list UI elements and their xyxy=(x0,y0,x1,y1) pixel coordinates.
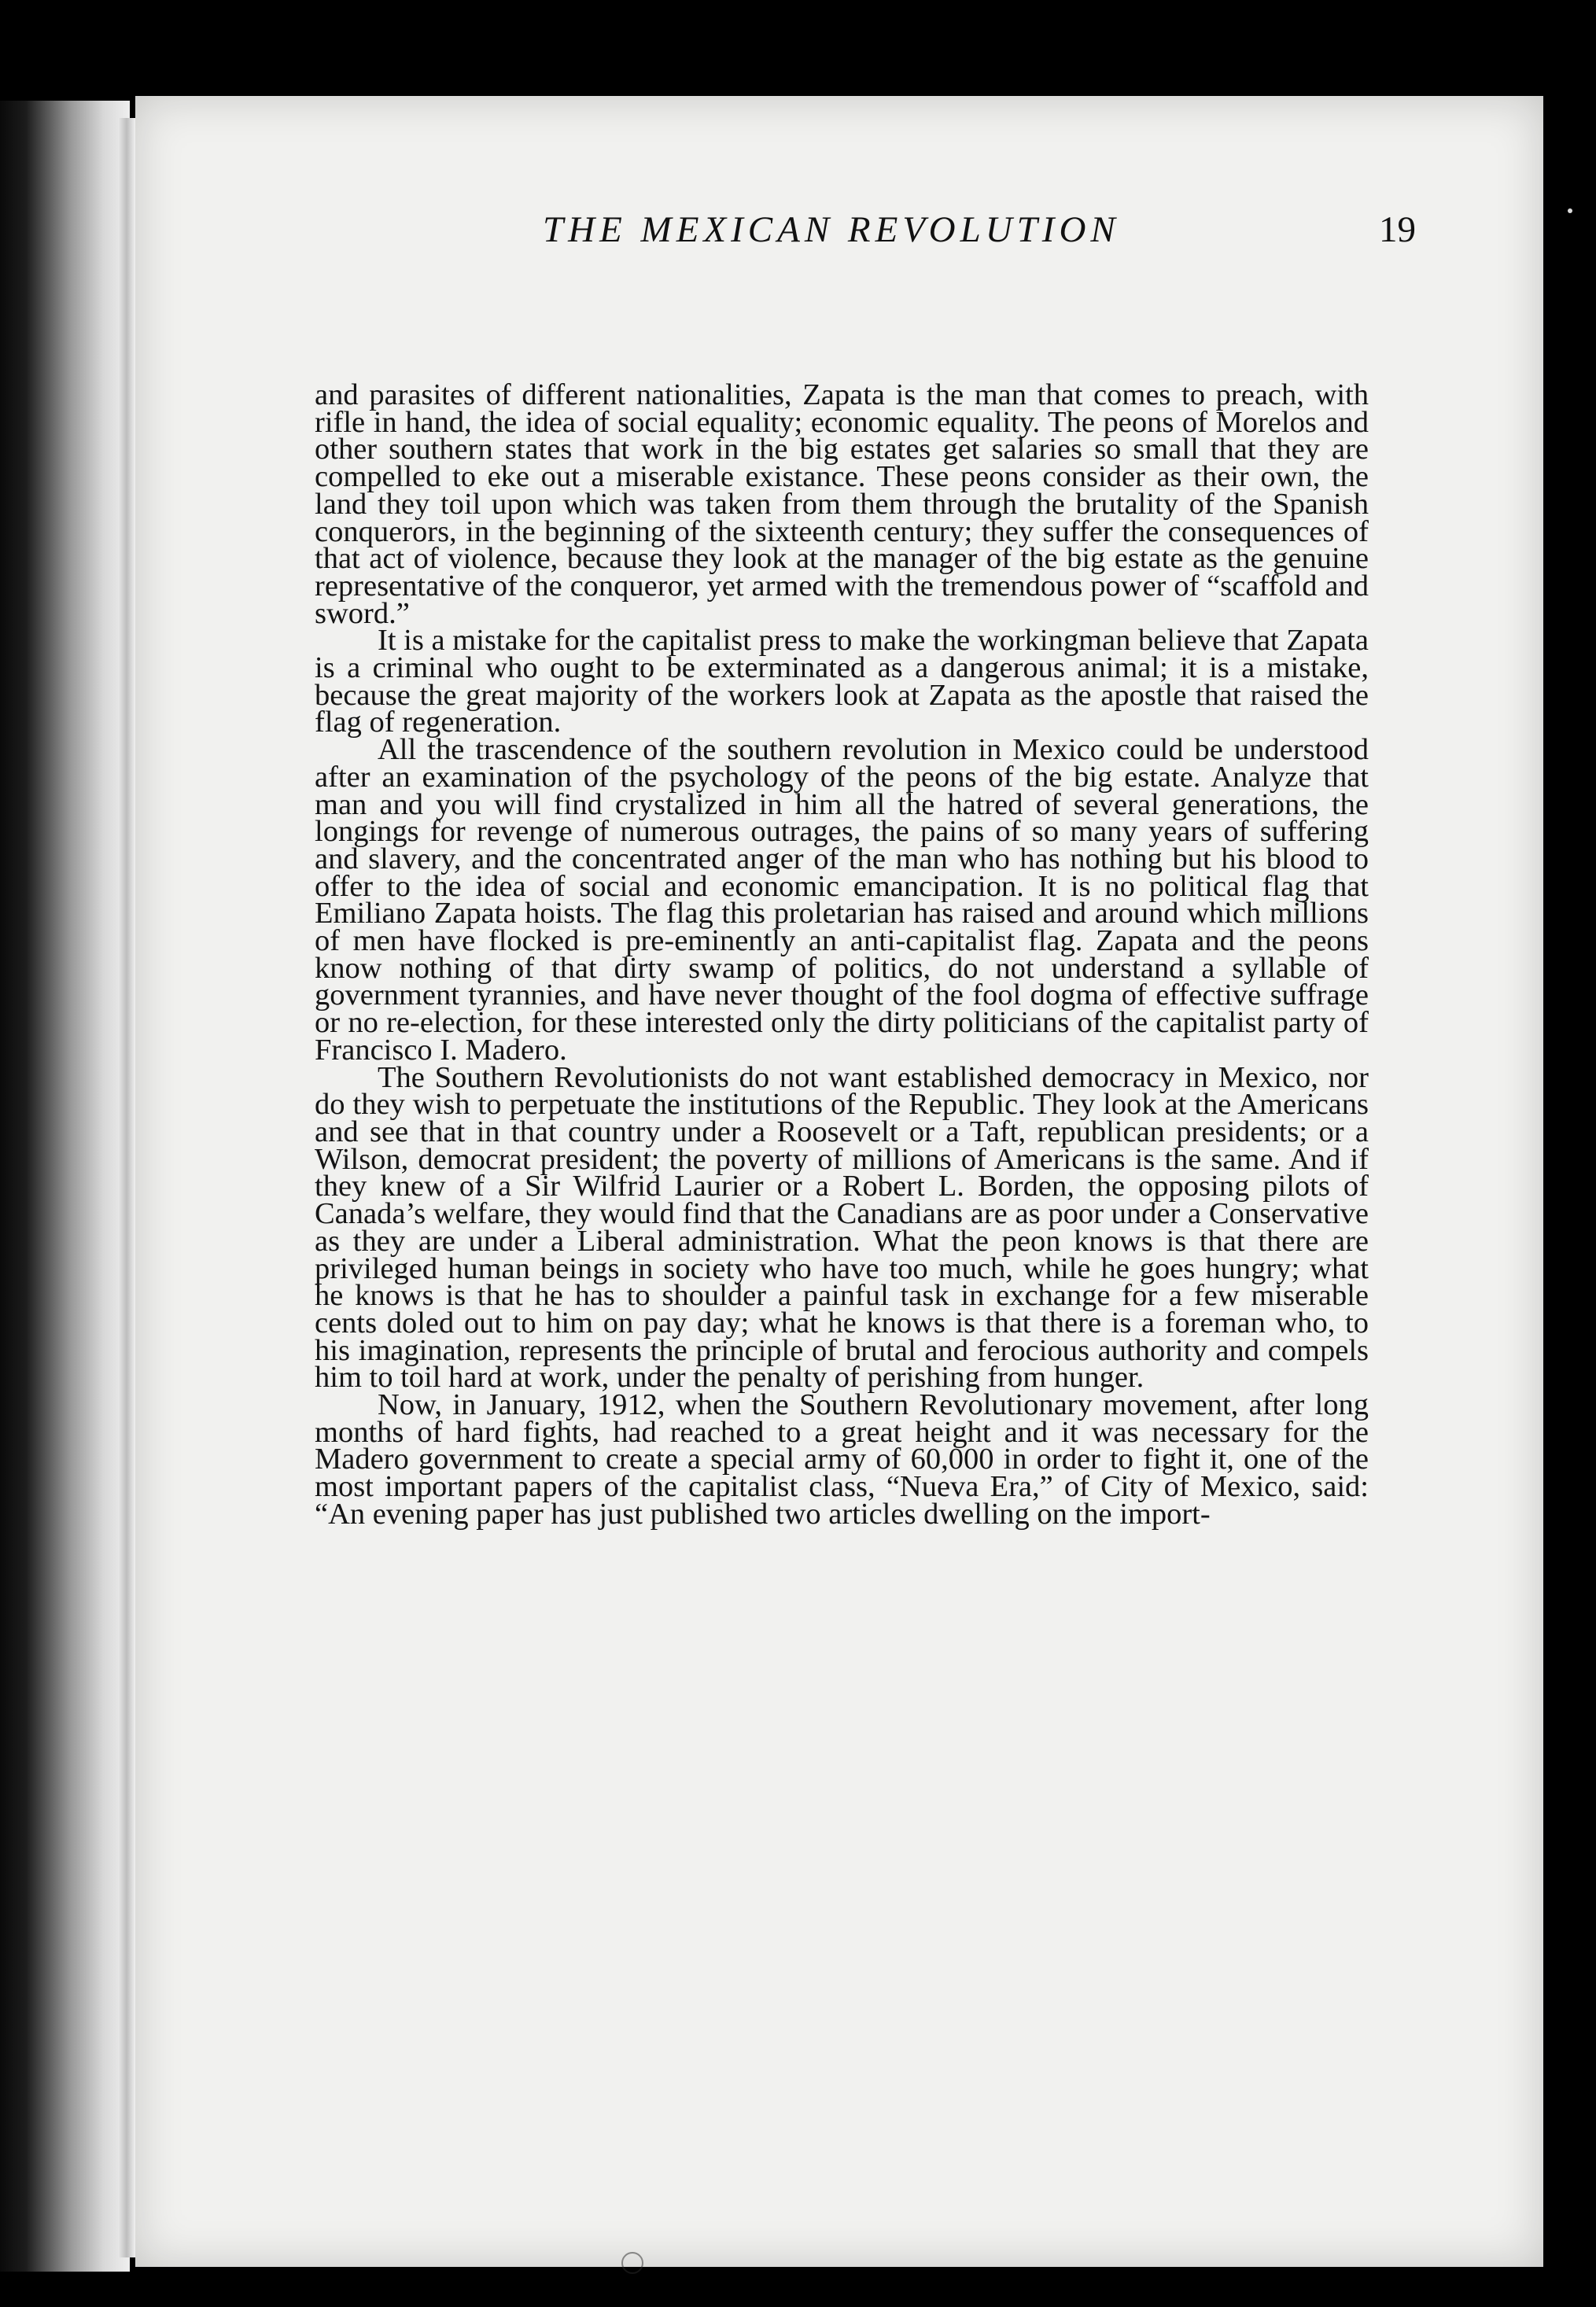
body-text xyxy=(315,378,1369,1531)
dust-speck xyxy=(1568,208,1572,213)
page-edge xyxy=(118,118,135,2257)
paragraph-5: Now, in January, 1912, when the Southern Revolutionary movement, after long months of hard fights, had reached to a great height and it was necessary for the Madero government to create a special army of 60,000 in order to fight it, one of the most important papers of the capitalist class, “Nueva Era,” of City of Mexico, said: “An evening paper has just published two articles dwelling on the import- xyxy=(315,1388,1369,1531)
page-blemish xyxy=(621,2252,643,2274)
book-spine-shadow xyxy=(0,101,130,2272)
paragraph-3: All the trascendence of the southern revolution in Mexico could be understood after an examination of the psychology of the peons of the big estate. Analyze that man and you will find crystalized in him all the hatred of several generations, the longings for revenge of numerous outrages, the pains of so many years of suffering and slavery, and the concentrated anger of the man who has nothing but his blood to offer to the idea of social and economic emancipation. It is no political flag that Emiliano Zapata hoists. The flag this proletarian has raised and around which millions of men have flocked is pre-eminently an anti-capitalist flag. Zapata and the peons know nothing of that dirty swamp of politics, do not understand a syllable of government tyrannies, and have never thought of the fool dogma of effective suffrage or no re-election, for these interested only the dirty politicians of the capitalist party of Francisco I. Madero. xyxy=(315,733,1369,1067)
page-header xyxy=(315,208,1416,271)
running-title: THE MEXICAN REVOLUTION xyxy=(543,209,1120,250)
paragraph-2: It is a mistake for the capitalist press to make the workingman believe that Zapata is a criminal who ought to be exterminated as a dangerous animal; it is a mistake, because the great majority of the workers look at Zapata as the apostle that raised the flag of regeneration. xyxy=(315,624,1369,739)
page-number: 19 xyxy=(1379,209,1416,250)
paragraph-1: and parasites of different nationalities, Zapata is the man that comes to preach, with rifle in hand, the idea of social equality; economic equality. The peons of Morelos and other southern states that work in the big estates get salaries so small that they are compelled to eke out a miserable existance. These peons consider as their own, the land they toil upon which was taken from them through the brutality of the Spanish conquerors, in the beginning of the sixteenth century; they suffer the consequences of that act of violence, because they look at the manager of the big estate as the genuine representative of the conqueror, yet armed with the tremendous power of “scaffold and sword.” xyxy=(315,378,1369,630)
paragraph-4: The Southern Revolutionists do not want established democracy in Mexico, nor do they wish to perpetuate the institutions of the Republic. They look at the Americans and see that in that country under a Roosevelt or a Taft, republican presidents; or a Wilson, democrat president; the poverty of millions of Americans is the same. And if they knew of a Sir Wilfrid Laurier or a Robert L. Borden, the opposing pilots of Canada’s welfare, they would find that the Canadians are as poor under a Conservative as they are under a Liberal administration. What the peon knows is that there are privileged human beings in society who have too much, while he goes hungry; what he knows is that he has to shoulder a painful task in exchange for a few miserable cents doled out to him on pay day; what he knows is that there is a foreman who, to his imagination, represents the principle of brutal and ferocious authority and compels him to toil hard at work, under the penalty of perishing from hunger. xyxy=(315,1060,1369,1395)
